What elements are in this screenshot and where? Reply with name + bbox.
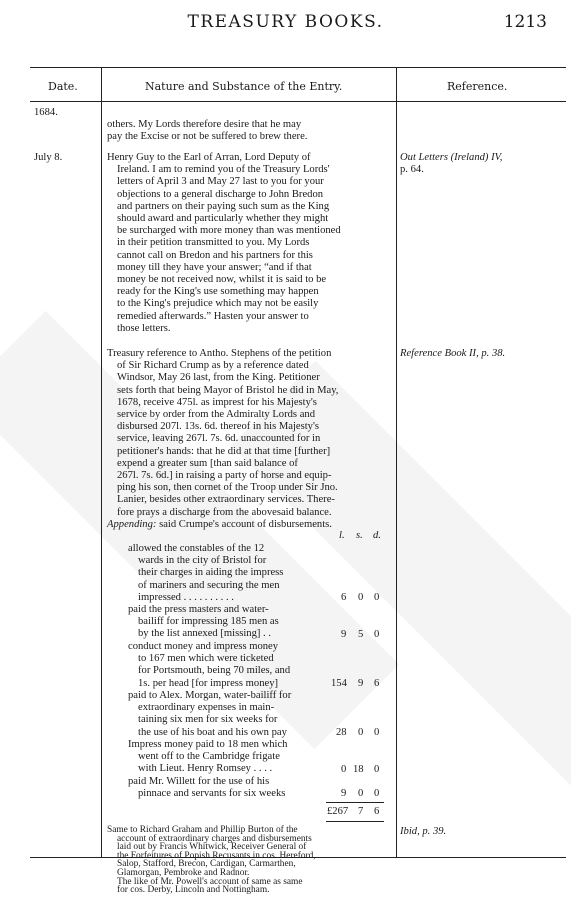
text-line: fore prays a discharge from the abovesaid balance. [117, 506, 332, 518]
item-shillings: 18 [353, 764, 364, 775]
account-item [128, 543, 320, 604]
entry-reference: Ibid, p. 39. [400, 826, 447, 837]
text-line: others. My Lords therefore desire that he may [107, 119, 302, 130]
item-pence: 0 [374, 764, 380, 775]
currency-pounds-label: l. [339, 530, 345, 541]
item-line: bailiff for impressing 185 men as [138, 616, 279, 628]
appending-text: said Crumpe's account of disbursements. [159, 518, 332, 530]
reference-line: Out Letters (Ireland) IV, [400, 152, 503, 163]
item-line: with Lieut. Henry Romsey . . . . [138, 763, 273, 775]
text-line: letters of April 3 and May 27 last to you for your [117, 176, 324, 188]
text-line: service by order from the Admiralty Lords and [117, 409, 315, 421]
text-line: of Sir Richard Crump as by a reference dated [117, 360, 309, 372]
text-line: ping his son, then cornet of the Troop under Sir Jno. [117, 482, 338, 494]
account-item [128, 739, 320, 776]
text-line: pay the Excise or not be suffered to brew there. [107, 131, 308, 143]
item-pence: 0 [374, 592, 380, 603]
entry-text [107, 348, 395, 531]
account-item [128, 641, 320, 690]
total-shillings: 7 [358, 806, 364, 817]
text-line: be surcharged with more money than was mentioned [117, 225, 341, 237]
page-title: TREASURY BOOKS. [187, 12, 384, 32]
entry-text [107, 119, 395, 143]
item-shillings: 5 [358, 629, 364, 640]
item-pence: 0 [374, 629, 380, 640]
appending-label: Appending: [107, 518, 157, 530]
item-line: paid Mr. Willett for the use of his [128, 776, 270, 787]
item-line: went off to the Cambridge frigate [138, 751, 280, 763]
appending-line [107, 519, 395, 531]
item-line: taining six men for six weeks for [138, 714, 278, 726]
item-line: pinnace and servants for six weeks [138, 788, 286, 800]
entry-date: July 8. [34, 152, 63, 163]
text-line: remedied afterwards.” Hasten your answer to [117, 310, 309, 322]
account-item [128, 604, 320, 641]
item-line: Impress money paid to 18 men which [128, 739, 288, 750]
item-shillings: 0 [358, 592, 364, 603]
entry-date: 1684. [34, 107, 58, 118]
total-pence: 6 [374, 806, 380, 817]
text-line: Lanier, besides other extraordinary services. There- [117, 494, 335, 506]
account-item [128, 690, 320, 739]
text-line: to the King's prejudice which may not be easily [117, 298, 319, 310]
text-line: 1678, receive 475l. as imprest for his Majesty's [117, 396, 317, 408]
item-pounds: 154 [331, 678, 347, 689]
entry-text [107, 152, 395, 335]
entry-reference: Reference Book II, p. 38. [400, 348, 506, 359]
total-rule [326, 802, 384, 803]
total-pounds: £267 [327, 806, 349, 817]
item-shillings: 0 [358, 788, 364, 799]
account-item [128, 776, 320, 800]
text-line: Salop, Stafford, Brecon, Cardigan, Carmarthen, [117, 859, 296, 870]
item-pounds: 0 [341, 764, 347, 775]
column-divider [101, 67, 102, 857]
entry-reference [400, 152, 565, 176]
text-line: for cos. Derby, Lincoln and Nottingham. [117, 885, 270, 896]
text-line: money be not received now, whilst it is said to be [117, 274, 327, 286]
text-line: petitioner's hands: that he did at that time [further] [117, 445, 331, 457]
item-line: by the list annexed [missing] . . [138, 628, 271, 640]
item-line: extraordinary expenses in main- [138, 702, 275, 714]
text-line: ready for the King's use something may happen [117, 286, 319, 298]
item-pounds: 28 [336, 727, 347, 738]
text-line: The like of Mr. Powell's account of same as same [117, 876, 303, 887]
column-header-date: Date. [48, 80, 78, 93]
column-header-reference: Reference. [447, 80, 508, 93]
text-line: Same to Richard Graham and Phillip Burton of the [107, 825, 298, 835]
text-line: money till they have your answer; “and if that [117, 261, 312, 273]
total-rule-bottom [326, 821, 384, 822]
item-shillings: 0 [358, 727, 364, 738]
text-line: should award and particularly whether they might [117, 213, 329, 225]
text-line: expend a greater sum [than said balance of [117, 457, 298, 469]
column-header-nature: Nature and Substance of the Entry. [145, 80, 343, 93]
text-line: disbursed 207l. 13s. 6d. thereof in his Majesty's [117, 421, 319, 433]
currency-shillings-label: s. [356, 530, 363, 541]
page-number: 1213 [503, 12, 547, 32]
item-pounds: 9 [341, 629, 347, 640]
text-line: sets forth that being Mayor of Bristol he did in May, [117, 384, 339, 396]
item-pence: 0 [374, 727, 380, 738]
item-line: their charges in aiding the impress [138, 567, 284, 579]
item-line: the use of his boat and his own pay [138, 726, 287, 738]
item-line: of mariners and securing the men [138, 579, 280, 591]
item-pounds: 6 [341, 592, 347, 603]
text-line: Ireland. I am to remind you of the Treasury Lords' [117, 164, 330, 176]
item-line: paid to Alex. Morgan, water-bailiff for [128, 690, 292, 701]
text-line: and partners on their paying such sum as the King [117, 200, 330, 212]
item-pence: 6 [374, 678, 380, 689]
table-top-rule [30, 67, 566, 68]
text-line: Henry Guy to the Earl of Arran, Lord Deputy of [107, 152, 311, 163]
item-shillings: 9 [358, 678, 364, 689]
item-pounds: 9 [341, 788, 347, 799]
item-line: wards in the city of Bristol for [138, 555, 267, 567]
text-line: 267l. 7s. 6d.] in raising a party of horse and equip- [117, 470, 332, 482]
text-line: the Forfeitures of Popish Recusants in cos. Hereford, [117, 850, 316, 861]
text-line: those letters. [117, 322, 171, 334]
item-pence: 0 [374, 788, 380, 799]
text-line: Treasury reference to Antho. Stephens of the petition [107, 348, 332, 359]
text-line: Windsor, May 26 last, from the King. Petitioner [117, 372, 320, 384]
item-line: 1s. per head [for impress money] [138, 677, 279, 689]
text-line: account of extraordinary charges and disbursements [117, 833, 312, 844]
currency-pence-label: d. [373, 530, 381, 541]
column-divider [396, 67, 397, 857]
item-line: conduct money and impress money [128, 641, 279, 652]
text-line: laid out by Francis Whitwick, Receiver General of [117, 842, 307, 853]
item-line: allowed the constables of the 12 [128, 543, 265, 554]
text-line: Glamorgan, Pembroke and Radnor. [117, 867, 250, 878]
header-bottom-rule [30, 101, 566, 102]
item-line: for Portsmouth, being 70 miles, and [138, 665, 291, 677]
text-line: service, leaving 267l. 7s. 6d. unaccounted for in [117, 433, 321, 445]
text-line: objections to a general discharge to John Bredon [117, 188, 324, 200]
entry-text [107, 826, 395, 895]
item-line: to 167 men which were ticketed [138, 653, 274, 665]
item-line: paid the press masters and water- [128, 604, 269, 615]
text-line: cannot call on Bredon and his partners for this [117, 249, 313, 261]
text-line: in their petition transmitted to you. My Lords [117, 237, 310, 249]
item-line: impressed . . . . . . . . . . [138, 591, 234, 603]
reference-line: p. 64. [400, 164, 424, 176]
